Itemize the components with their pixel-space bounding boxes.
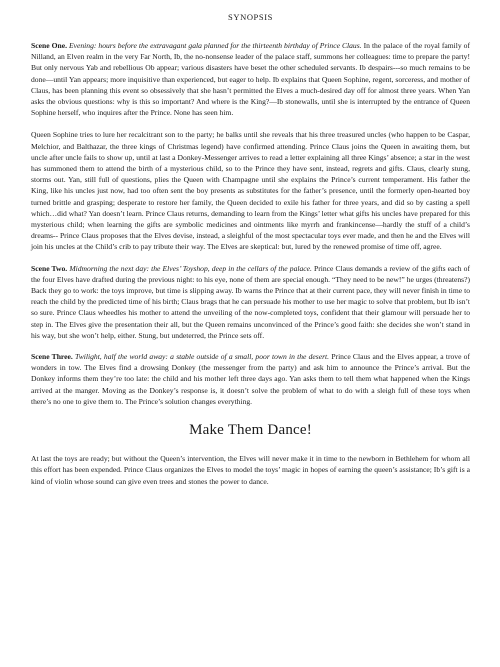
scene-two-label: Scene Two.: [31, 263, 68, 273]
scene-one-text: In the palace of the royal family of Nilland, an Elven realm in the very Far North, Ib, the no-nonsense leader of the palace staff, summons her colleagues: time to prepare the party! But only nervous Yab and rebellious Ob appear; various disasters have beset the other scheduled servants. Ib despairs---so much remains to be done—until Yan appears; more inquisitive than experienced, but eager to help. Ib explains that Queen Sophine, regent, sorceress, and mother of Claus, has been planning this event so obsessively that she hasn’t permitted the Elves a much-desired day off for almost three years. When Yan asks the obvious questions: why is this so important? And where is the King?—Ib stonewalls, until she is interrupted by the entrance of Queen Sophine herself, who inquires after the Prince. None has seen him.: [31, 41, 471, 118]
scene-one-paragraph: [31, 40, 470, 118]
scene-one-label: Scene One.: [31, 41, 67, 50]
scene-three-text: Prince Claus and the Elves appear, a trove of wonders in tow. The Elves find a drowsing Donkey (the messenger from the party) and ask him to announce the Prince’s arrival. But the Donkey informs them they’re too late: the child and his mother left three days ago. Yan asks them to tell them what happened when the Kings arrived at the manger. Moving as the Donkey’s response is, it doesn’t solve the problem of what to do with a sleigh full of these toys when there’s no one to give them to. The Prince’s solution changes everything.: [31, 352, 471, 406]
scene-two-paragraph: [31, 263, 470, 341]
scene-one-setting: Evening: hours before the extravagant gala planned for the thirteenth birthday of Prince Claus.: [68, 41, 362, 50]
section-title: Make Them Dance!: [189, 422, 312, 439]
scene-three-label: Scene Three.: [31, 352, 73, 362]
section-paragraph: At last the toys are ready; but without the Queen’s intervention, the Elves will never make it in time to the newborn in Bethlehem for whom all this effort has been expended. Prince Claus organizes the Elves to model the toys’ magic in hopes of earning the queen’s assistance; Ib’s gift is a kind of violin whose sound can give even trees and stones the power to dance.: [31, 454, 470, 486]
scene-two-setting: Midmorning the next day: the Elves’ Toyshop, deep in the cellars of the palace.: [69, 263, 312, 273]
paragraph-gap: [31, 118, 470, 129]
scene-two-text: Prince Claus demands a review of the gifts each of the four Elves have drafted during the previous night: to his eye, none of them are special enough. “They need to be new!” he urges (threatens?) Back they go to work: the toys improve, but time is slipping away. Ib warns the Prince that at their current pace, they will never finish in time to reach the child by the predicted time of his birth; Claus brags that he can persuade his mother to use her magic to solve that problem, but Ib isn’t so sure. Prince Claus wheedles his mother to attend the unveiling of the now-completed toys, confident that their glamour will persuade her to step in. The Elves give the presentation their all, but the Queen remains unconvinced of the Prince’s good faith: she decides she won’t stand in his way, but she won’t help, either. Stung, but undeterred, the Prince sets off.: [31, 263, 470, 340]
scene-one-continued-paragraph: Queen Sophine tries to lure her recalcitrant son to the party; he balks until she reveals that his three treasured uncles (who happen to be Caspar, Melchior, and Balthazar, the three kings of Christmas legend) have confirmed attending. Prince Claus joins the Queen in awaiting them, but uncle after uncle fails to show up, until at last a Donkey-Messenger arrives to read a letter explaining all three Kings’ absence; a star in the west has summoned them to attend the birth of a mysterious child, so to the Prince they have sent, instead, regrets and gifts. Claus, clearly stung, storms out. Yan, still full of questions, plies the Queen with Champagne until she explains the Prince’s current temperament. His father the King, like his uncles just now, had too often sent the boy presents as substitutes for the father’s presence, until the formerly open-hearted boy turned brittle and grasping; desperate to restore her family, the Queen decided to exile his father for three years, and did so by casting a spell which…did what? Yan doesn’t learn. Prince Claus returns, demanding to learn from the Kings’ letter what gifts his uncles have prepared for this mysterious child; when learning the gifts are symbolic medicines and ointments like myrrh and frankincense—hardly the stuff of a child’s dreams-- Prince Claus proposes that the Elves devise, instead, a sleighful of the most spectacular toys ever made, and then he and the Elves will join his uncles at the Child’s crib to pay tribute their way. The Elves are skeptical: but, lured by the renewed promise of time off, agree.: [31, 130, 470, 252]
page-heading: SYNOPSIS: [228, 12, 273, 22]
scene-three-paragraph: [31, 351, 470, 407]
scene-three-setting: Twilight, half the world away: a stable outside of a small, poor town in the desert.: [75, 352, 330, 362]
